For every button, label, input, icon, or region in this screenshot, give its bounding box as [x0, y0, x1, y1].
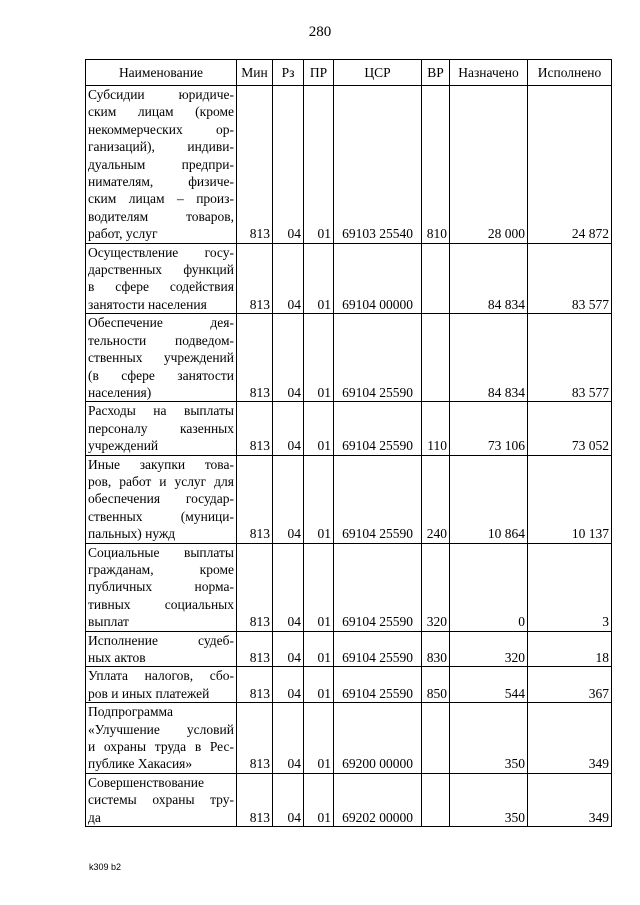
- row-pr-cell: 01: [304, 314, 334, 402]
- table-row: [86, 86, 612, 244]
- row-executed-cell: 18: [528, 631, 612, 667]
- row-assigned-cell: 84 834: [450, 243, 528, 314]
- row-name-line: персоналу казенных: [88, 420, 234, 436]
- row-vr-cell: [422, 703, 450, 774]
- row-name-cell: [86, 703, 237, 774]
- row-csr-cell: 69104 25590: [334, 455, 422, 543]
- row-executed-cell: 3: [528, 543, 612, 631]
- row-csr-cell: 69200 00000: [334, 703, 422, 774]
- row-name-cell: [86, 543, 237, 631]
- table-header-row: [86, 60, 612, 86]
- row-rz-cell: 04: [273, 773, 304, 826]
- row-name-cell: [86, 243, 237, 314]
- page-number: 280: [308, 24, 332, 40]
- row-executed-cell: 367: [528, 667, 612, 703]
- row-name-line: гражданам, кроме: [88, 561, 234, 577]
- table-row: [86, 455, 612, 543]
- table-row: [86, 773, 612, 826]
- row-name-line: дуальным предпри-: [88, 156, 234, 172]
- row-name-line: Исполнение судеб-: [88, 632, 234, 648]
- row-csr-cell: 69104 25590: [334, 631, 422, 667]
- row-executed-cell: 73 052: [528, 402, 612, 455]
- row-name-line: тельности подведом-: [88, 332, 234, 348]
- row-vr-cell: [422, 314, 450, 402]
- table-row: [86, 667, 612, 703]
- header-csr: ЦСР: [334, 60, 422, 86]
- row-name-line: занятости населения: [88, 296, 207, 312]
- row-name-line: ганизаций), индиви-: [88, 139, 234, 155]
- row-assigned-cell: 84 834: [450, 314, 528, 402]
- header-min: Мин: [237, 60, 273, 86]
- row-min-cell: 813: [237, 543, 273, 631]
- row-executed-cell: 10 137: [528, 455, 612, 543]
- footer-code: k309 b2: [89, 862, 122, 872]
- row-pr-cell: 01: [304, 773, 334, 826]
- row-rz-cell: 04: [273, 86, 304, 244]
- row-name-line: Субсидии юридиче-: [88, 87, 234, 102]
- row-min-cell: 813: [237, 631, 273, 667]
- row-rz-cell: 04: [273, 631, 304, 667]
- row-name-line: Обеспечение дея-: [88, 315, 234, 331]
- row-executed-cell: 83 577: [528, 243, 612, 314]
- row-name-line: публичных норма-: [88, 579, 234, 595]
- row-name-line: Осуществление госу-: [88, 244, 234, 260]
- row-assigned-cell: 350: [450, 703, 528, 774]
- row-min-cell: 813: [237, 773, 273, 826]
- row-name-cell: [86, 773, 237, 826]
- row-assigned-cell: 350: [450, 773, 528, 826]
- row-assigned-cell: 320: [450, 631, 528, 667]
- row-pr-cell: 01: [304, 703, 334, 774]
- row-pr-cell: 01: [304, 667, 334, 703]
- row-name-line: ных актов: [88, 650, 146, 665]
- row-rz-cell: 04: [273, 455, 304, 543]
- row-name-line: Совершенствование: [88, 774, 204, 790]
- row-csr-cell: 69202 00000: [334, 773, 422, 826]
- row-min-cell: 813: [237, 243, 273, 314]
- row-name-line: Расходы на выплаты: [88, 403, 234, 419]
- row-vr-cell: [422, 773, 450, 826]
- row-name-line: и охраны труда в Рес-: [88, 739, 234, 755]
- row-csr-cell: 69104 25590: [334, 314, 422, 402]
- row-name-line: пальных) нужд: [88, 526, 176, 542]
- row-rz-cell: 04: [273, 543, 304, 631]
- row-name-line: «Улучшение условий: [88, 721, 234, 737]
- row-vr-cell: 850: [422, 667, 450, 703]
- row-name-line: выплат: [88, 614, 129, 630]
- row-vr-cell: 110: [422, 402, 450, 455]
- header-vr: ВР: [422, 60, 450, 86]
- budget-table: [85, 59, 612, 827]
- row-name-line: Социальные выплаты: [88, 544, 234, 560]
- row-executed-cell: 83 577: [528, 314, 612, 402]
- row-min-cell: 813: [237, 314, 273, 402]
- row-rz-cell: 04: [273, 243, 304, 314]
- row-name-line: населения): [88, 384, 152, 400]
- row-assigned-cell: 544: [450, 667, 528, 703]
- row-min-cell: 813: [237, 86, 273, 244]
- row-name-line: Уплата налогов, сбо-: [88, 668, 234, 684]
- row-name-line: нимателям, физиче-: [88, 174, 234, 190]
- header-executed: Исполнено: [528, 60, 612, 86]
- row-rz-cell: 04: [273, 667, 304, 703]
- table-row: [86, 314, 612, 402]
- row-name-line: системы охраны тру-: [88, 792, 234, 808]
- row-pr-cell: 01: [304, 455, 334, 543]
- row-name-line: водителям товаров,: [88, 208, 234, 224]
- row-vr-cell: 320: [422, 543, 450, 631]
- row-min-cell: 813: [237, 703, 273, 774]
- row-name-line: ским лицам (кроме: [88, 104, 234, 120]
- table-row: [86, 631, 612, 667]
- row-csr-cell: 69103 25540: [334, 86, 422, 244]
- row-executed-cell: 349: [528, 773, 612, 826]
- row-name-line: (в сфере занятости: [88, 367, 234, 383]
- row-name-line: учреждений: [88, 438, 159, 454]
- table-row: [86, 543, 612, 631]
- row-executed-cell: 24 872: [528, 86, 612, 244]
- row-name-line: ственных (муници-: [88, 508, 234, 524]
- header-rz: Рз: [273, 60, 304, 86]
- row-vr-cell: 830: [422, 631, 450, 667]
- header-name: Наименование: [86, 60, 237, 86]
- row-name-cell: [86, 402, 237, 455]
- row-rz-cell: 04: [273, 314, 304, 402]
- row-name-cell: [86, 314, 237, 402]
- row-csr-cell: 69104 25590: [334, 543, 422, 631]
- row-assigned-cell: 28 000: [450, 86, 528, 244]
- row-rz-cell: 04: [273, 703, 304, 774]
- row-name-line: некоммерческих ор-: [88, 121, 234, 137]
- row-name-line: в сфере содействия: [88, 279, 234, 295]
- row-pr-cell: 01: [304, 86, 334, 244]
- row-rz-cell: 04: [273, 402, 304, 455]
- row-pr-cell: 01: [304, 631, 334, 667]
- row-name-cell: [86, 455, 237, 543]
- row-name-line: Иные закупки това-: [88, 456, 234, 472]
- row-name-line: ров и иных платежей: [88, 685, 210, 701]
- row-vr-cell: 810: [422, 86, 450, 244]
- row-name-line: ским лицам – произ-: [88, 191, 234, 207]
- row-name-line: работ, услуг: [88, 226, 158, 242]
- row-name-line: да: [88, 809, 101, 825]
- row-name-cell: [86, 86, 237, 244]
- row-name-line: тивных социальных: [88, 596, 234, 612]
- row-name-line: ров, работ и услуг для: [88, 473, 234, 489]
- row-pr-cell: 01: [304, 543, 334, 631]
- row-name-cell: [86, 631, 237, 667]
- row-name-cell: [86, 667, 237, 703]
- row-pr-cell: 01: [304, 243, 334, 314]
- row-min-cell: 813: [237, 667, 273, 703]
- row-assigned-cell: 10 864: [450, 455, 528, 543]
- row-name-line: публике Хакасия»: [88, 756, 193, 772]
- row-assigned-cell: 73 106: [450, 402, 528, 455]
- header-pr: ПР: [304, 60, 334, 86]
- row-csr-cell: 69104 25590: [334, 402, 422, 455]
- row-min-cell: 813: [237, 455, 273, 543]
- row-executed-cell: 349: [528, 703, 612, 774]
- row-vr-cell: 240: [422, 455, 450, 543]
- row-vr-cell: [422, 243, 450, 314]
- table-row: [86, 402, 612, 455]
- row-assigned-cell: 0: [450, 543, 528, 631]
- table-row: [86, 243, 612, 314]
- row-name-line: ственных учреждений: [88, 350, 234, 366]
- row-name-line: дарственных функций: [88, 262, 234, 278]
- row-csr-cell: 69104 25590: [334, 667, 422, 703]
- row-name-line: обеспечения государ-: [88, 491, 234, 507]
- header-assigned: Назначено: [450, 60, 528, 86]
- table-body: [86, 86, 612, 827]
- row-name-line: Подпрограмма: [88, 704, 173, 720]
- row-pr-cell: 01: [304, 402, 334, 455]
- row-csr-cell: 69104 00000: [334, 243, 422, 314]
- row-min-cell: 813: [237, 402, 273, 455]
- table-row: [86, 703, 612, 774]
